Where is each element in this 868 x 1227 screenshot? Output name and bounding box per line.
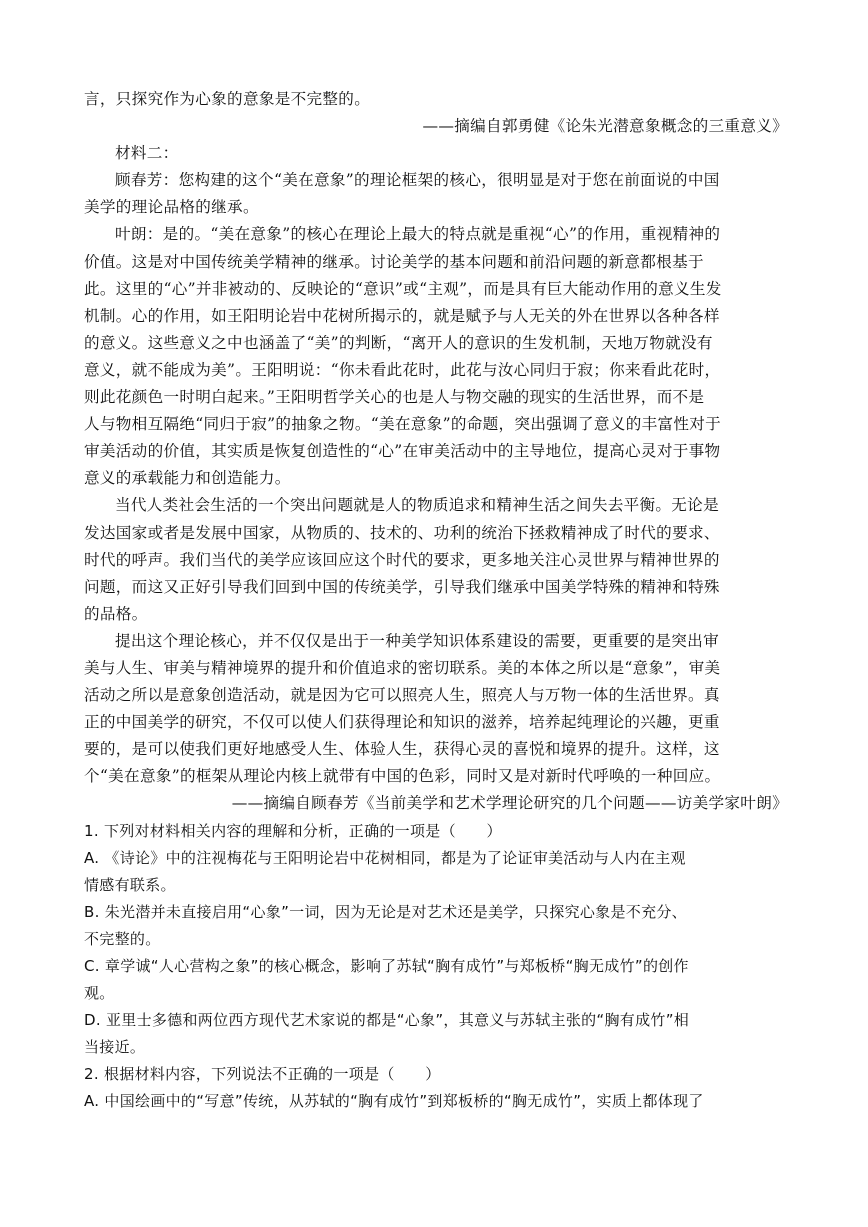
source-citation: ——摘编自顾春芳《当前美学和艺术学理论研究的几个问题——访美学家叶朗》 — [231, 794, 788, 813]
question-line: 1. 下列对材料相关内容的理解和分析，正确的一项是（ ） — [84, 821, 502, 840]
text-line: 价值。这是对中国传统美学精神的继承。讨论美学的基本问题和前沿问题的新意都根基于 — [84, 252, 704, 271]
text-line: 材料二： — [115, 144, 179, 163]
document-body — [84, 86, 788, 1116]
text-line: 机制。心的作用，如王阳明论岩中花树所揭示的，就是赋予与人无关的外在世界以各种各样 — [84, 306, 720, 325]
question-line: B. 朱光潜并未直接启用“心象”一词，因为无论是对艺术还是美学，只探究心象是不充分、 — [84, 902, 687, 921]
text-line: 的品格。 — [84, 604, 148, 623]
question-line: 情感有联系。 — [84, 875, 176, 894]
text-line: 时代的呼声。我们当代的美学应该回应这个时代的要求，更多地关注心灵世界与精神世界的 — [84, 550, 720, 569]
text-line: 活动之所以是意象创造活动，就是因为它可以照亮人生，照亮人与万物一体的生活世界。真 — [84, 686, 720, 705]
text-line: 问题，而这又正好引导我们回到中国的传统美学，引导我们继承中国美学特殊的精神和特殊 — [84, 577, 720, 596]
source-citation: ——摘编自郭勇健《论朱光潜意象概念的三重意义》 — [422, 117, 788, 136]
text-line: 当代人类社会生活的一个突出问题就是人的物质追求和精神生活之间失去平衡。无论是 — [115, 496, 719, 515]
text-line: 叶朗：是的。“美在意象”的核心在理论上最大的特点就是重视“心”的作用，重视精神的 — [115, 225, 721, 244]
text-line: 美学的理论品格的继承。 — [84, 198, 259, 217]
text-line: 人与物相互隔绝“同归于寂”的抽象之物。“美在意象”的命题，突出强调了意义的丰富性对于 — [84, 415, 722, 434]
text-line: 顾春芳：您构建的这个“美在意象”的理论框架的核心，很明显是对于您在前面说的中国 — [115, 171, 720, 190]
text-line: 言，只探究作为心象的意象是不完整的。 — [84, 90, 371, 108]
question-line: D. 亚里士多德和两位西方现代艺术家说的都是“心象”，其意义与苏轼主张的“胸有成竹”相 — [84, 1011, 690, 1030]
question-line: 观。 — [84, 984, 115, 1003]
text-line: 审美活动的价值，其实质是恢复创造性的“心”在审美活动中的主导地位，提高心灵对于事物 — [84, 442, 721, 461]
question-line: C. 章学诚“人心营构之象”的核心概念，影响了苏轼“胸有成竹”与郑板桥“胸无成竹”的创作 — [84, 957, 689, 975]
text-line: 个“美在意象”的框架从理论内核上就带有中国的色彩，同时又是对新时代呼唤的一种回应。 — [84, 767, 721, 786]
text-line: 则此花颜色一时明白起来。”王阳明哲学关心的也是人与物交融的现实的生活世界，而不是 — [84, 388, 705, 407]
question-line: 不完整的。 — [84, 929, 161, 948]
question-line: A. 中国绘画中的“写意”传统，从苏轼的“胸有成竹”到郑板桥的“胸无成竹”，实质上都体现了 — [84, 1092, 704, 1111]
question-line: 当接近。 — [84, 1038, 146, 1057]
text-line: 意义的承载能力和创造能力。 — [84, 469, 291, 488]
question-line: 2. 根据材料内容，下列说法不正确的一项是（ ） — [84, 1065, 441, 1084]
text-line: 意义，就不能成为美”。王阳明说：“你未看此花时，此花与汝心同归于寂；你来看此花时， — [84, 360, 721, 379]
text-line: 要的，是可以使我们更好地感受人生、体验人生，获得心灵的喜悦和境界的提升。这样，这 — [84, 740, 720, 759]
text-line: 正的中国美学的研究，不仅可以使人们获得理论和知识的滋养，培养起纯理论的兴趣，更重 — [84, 713, 720, 732]
question-line: A. 《诗论》中的注视梅花与王阳明论岩中花树相同，都是为了论证审美活动与人内在主观 — [84, 848, 686, 867]
text-line: 此。这里的“心”并非被动的、反映论的“意识”或“主观”，而是具有巨大能动作用的意义生发 — [84, 279, 722, 298]
text-line: 发达国家或者是发展中国家，从物质的、技术的、功利的统治下拯救精神成了时代的要求、 — [84, 523, 720, 542]
text-line: 提出这个理论核心，并不仅仅是出于一种美学知识体系建设的需要，更重要的是突出审 — [115, 631, 719, 650]
text-line: 美与人生、审美与精神境界的提升和价值追求的密切联系。美的本体之所以是“意象”，审美 — [84, 658, 721, 677]
text-line: 的意义。这些意义之中也涵盖了“美”的判断，“离开人的意识的生发机制，天地万物就没有 — [84, 333, 713, 352]
